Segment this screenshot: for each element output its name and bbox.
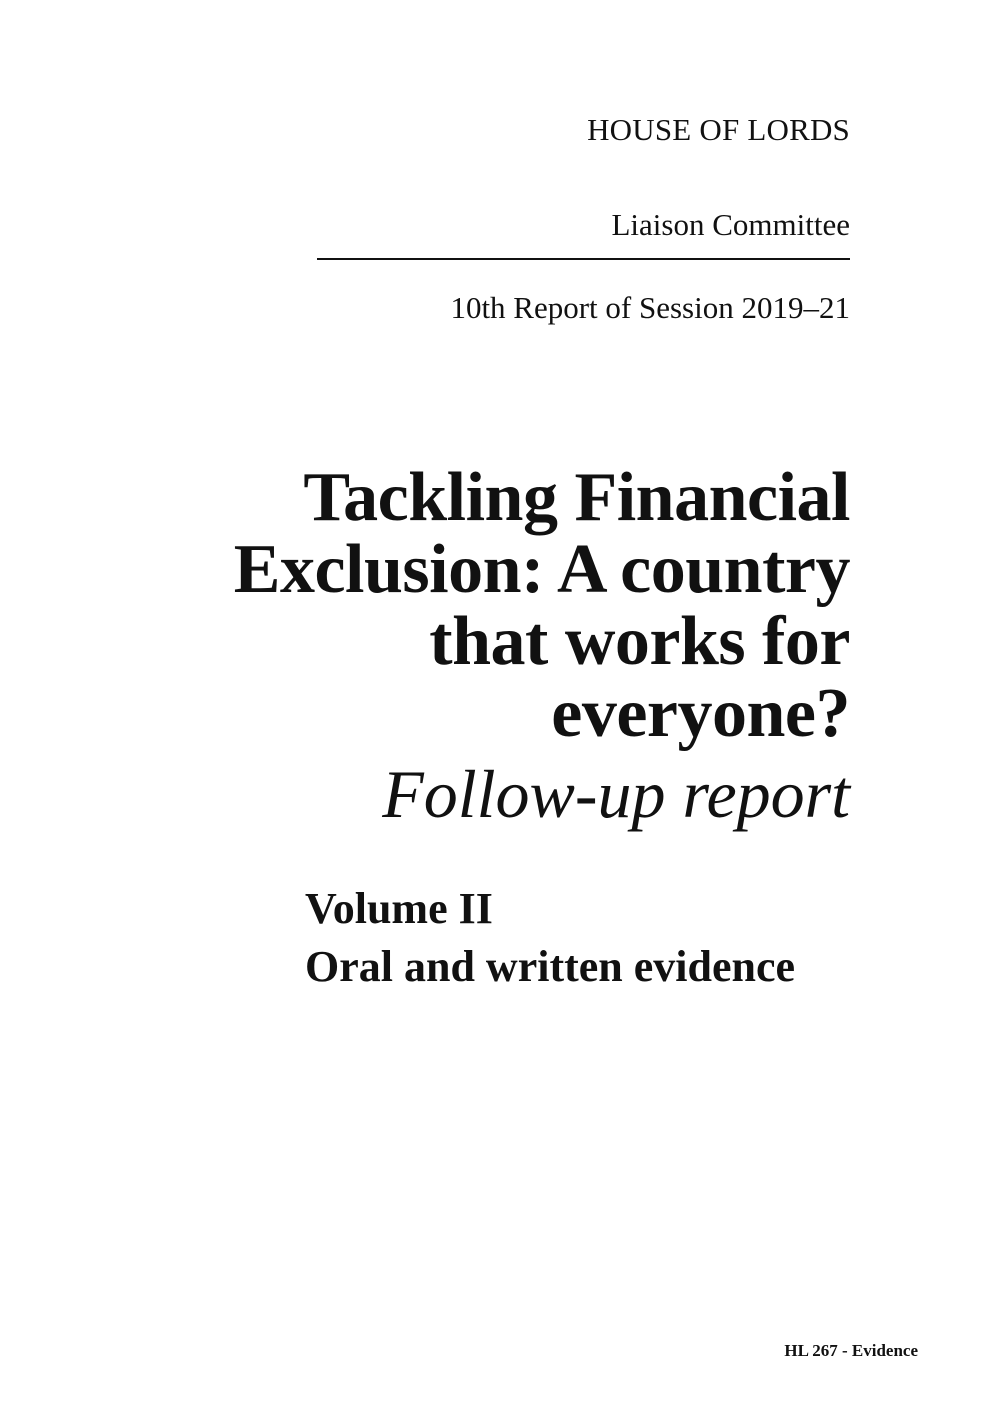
volume-number: Volume II — [305, 884, 493, 933]
title-line-3: that works for — [429, 603, 850, 680]
report-title — [130, 459, 850, 752]
title-line-4: everyone? — [551, 675, 850, 752]
title-line-1: Tackling Financial — [303, 459, 850, 536]
title-line-2: Exclusion: A country — [233, 531, 850, 608]
session-label: 10th Report of Session 2019–21 — [450, 290, 850, 325]
header-divider — [317, 258, 850, 260]
paper-reference: HL 267 - Evidence — [784, 1341, 918, 1360]
committee-name: Liaison Committee — [611, 207, 850, 242]
house-name: HOUSE OF LORDS — [587, 112, 850, 147]
volume-description: Oral and written evidence — [305, 942, 796, 991]
volume-info — [305, 880, 795, 996]
report-subtitle: Follow-up report — [382, 756, 850, 832]
